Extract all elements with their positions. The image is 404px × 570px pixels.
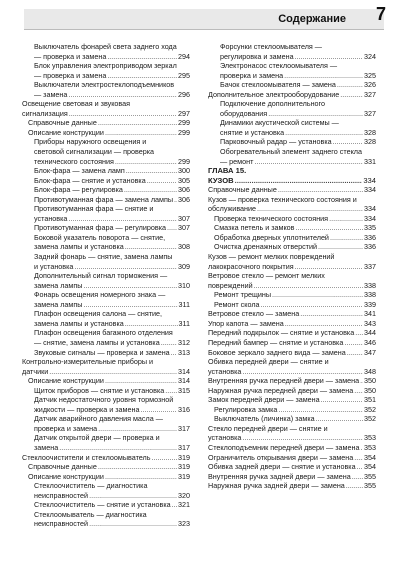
toc-entry: [22, 166, 190, 176]
toc-entry: [22, 204, 190, 223]
toc-entry-title: Электронасос стеклоомывателя — проверка и замена .....: [220, 61, 363, 80]
toc-entry: [22, 42, 190, 61]
toc-entry-title: Внутренняя ручка задней двери — замена .....: [208, 472, 363, 482]
toc-entry: [22, 395, 190, 414]
toc-entry-title: Противотуманная фара — снятие и установка .....: [34, 204, 177, 223]
toc-entry: [22, 80, 190, 99]
toc-entry: [22, 223, 190, 233]
toc-left-column: [22, 42, 190, 529]
toc-entry-title: Стеклоочиститель — снятие и установка .....: [34, 500, 177, 510]
toc-entry: [208, 405, 376, 415]
toc-entry-title: Парковочный радар — установка .....: [220, 137, 363, 147]
toc-entry: [208, 42, 376, 61]
toc-entry-title: Описание конструкции .....: [28, 472, 177, 482]
toc-entry-page: 307: [178, 213, 190, 223]
toc-entry-page: 335: [364, 223, 376, 233]
toc-entry-title: Справочные данные .....: [208, 185, 363, 195]
toc-entry-page: 315: [178, 385, 190, 395]
toc-entry-title: Описание конструкции .....: [28, 376, 177, 386]
toc-entry-title: Задний фонарь — снятие, замена лампы и установка .....: [34, 252, 177, 271]
toc-entry: [208, 338, 376, 348]
toc-entry-page: 344: [364, 328, 376, 338]
toc-entry: [22, 376, 190, 386]
toc-entry-title: Наружная ручка задней двери — замена .....: [208, 481, 363, 491]
toc-entry: [208, 242, 376, 252]
toc-entry-title: Датчик открытой двери — проверка и замена .....: [34, 433, 177, 452]
toc-entry: [208, 185, 376, 195]
toc-entry-page: 347: [364, 347, 376, 357]
toc-entry-title: Ремонт трещины .....: [214, 290, 363, 300]
toc-entry-page: 328: [364, 127, 376, 137]
toc-entry-page: 311: [178, 318, 190, 328]
toc-entry-page: 352: [364, 414, 376, 424]
toc-entry-page: 353: [364, 442, 376, 452]
toc-entry-title: Щиток приборов — снятие и установка .....: [34, 386, 177, 396]
toc-entry-page: 299: [178, 118, 190, 128]
toc-entry-title: Стеклоомыватель — диагностика неисправностей .....: [34, 510, 177, 529]
toc-entry: [208, 233, 376, 243]
toc-entry-page: 326: [364, 80, 376, 90]
toc-entry-page: 294: [178, 51, 190, 61]
toc-entry-page: 355: [364, 481, 376, 491]
toc-entry-page: 352: [364, 404, 376, 414]
toc-entry: [208, 443, 376, 453]
toc-entry-title: Справочные данные .....: [28, 462, 177, 472]
toc-entry-page: 343: [364, 318, 376, 328]
toc-entry: [208, 223, 376, 233]
toc-entry-title: Датчик аварийного давления масла — проверка и замена .....: [34, 414, 177, 433]
toc-entry-title: Обработка дверных уплотнителей .....: [214, 233, 363, 243]
toc-entry: [208, 99, 376, 118]
toc-entry-title: Стеклоочиститель — диагностика неисправностей .....: [34, 481, 177, 500]
toc-entry-page: 324: [364, 51, 376, 61]
toc-entry-page: 299: [178, 127, 190, 137]
toc-entry-page: 311: [178, 299, 190, 309]
toc-entry-page: 354: [364, 452, 376, 462]
toc-entry: [22, 128, 190, 138]
toc-entry-title: Стеклоподъемник передней двери — замена .....: [208, 443, 363, 453]
toc-entry-page: 313: [178, 347, 190, 357]
toc-entry-page: 306: [178, 194, 190, 204]
toc-entry-page: 334: [364, 213, 376, 223]
toc-entry-title: Динамики акустической системы — снятие и установка .....: [220, 118, 363, 137]
toc-entry: [208, 176, 376, 186]
toc-entry-page: 316: [178, 404, 190, 414]
toc-entry-page: 351: [364, 395, 376, 405]
toc-entry-page: 295: [178, 70, 190, 80]
toc-entry-page: 328: [364, 137, 376, 147]
toc-entry: [208, 166, 376, 176]
toc-entry-title: Очистка дренажных отверстий .....: [214, 242, 363, 252]
toc-entry-page: 296: [178, 89, 190, 99]
toc-entry-title: Упор капота — замена .....: [208, 319, 363, 329]
toc-entry-title: Блок-фара — замена ламп .....: [34, 166, 177, 176]
toc-entry-title: Блок-фара — снятие и установка .....: [34, 176, 177, 186]
toc-entry-title: Обивка передней двери — снятие и установка .....: [208, 357, 363, 376]
toc-entry: [208, 90, 376, 100]
toc-entry-page: 319: [178, 471, 190, 481]
toc-entry: [208, 472, 376, 482]
toc-entry: [22, 176, 190, 186]
toc-entry: [22, 348, 190, 358]
toc-entry-page: 325: [364, 70, 376, 80]
toc-entry-title: Контрольно-измерительные приборы и датчики .....: [22, 357, 177, 376]
toc-entry-page: 306: [178, 185, 190, 195]
toc-entry-title: ГЛАВА 15.: [208, 166, 247, 176]
toc-entry-page: 317: [178, 423, 190, 433]
toc-entry: [22, 309, 190, 328]
toc-entry-page: 305: [178, 175, 190, 185]
toc-entry: [208, 195, 376, 214]
toc-entry: [208, 348, 376, 358]
toc-entry-title: Плафон освещения багажного отделения — снятие, замена лампы и установка .....: [34, 328, 177, 347]
toc-entry: [208, 376, 376, 386]
toc-entry-title: Противотуманная фара — замена лампы .....: [34, 195, 177, 205]
toc-entry-page: 300: [178, 166, 190, 176]
toc-entry-title: Смазка петель и замков .....: [214, 223, 363, 233]
toc-entry-title: Кузов — ремонт мелких повреждений лакокрасочного покрытия .....: [208, 252, 363, 271]
toc-entry: [22, 271, 190, 290]
toc-entry-title: Выключатель фонарей света заднего хода — проверка и замена .....: [34, 42, 177, 61]
toc-entry: [22, 500, 190, 510]
toc-entry-title: Замок передней двери — замена .....: [208, 395, 363, 405]
toc-entry: [208, 481, 376, 491]
toc-entry: [208, 271, 376, 290]
toc-entry: [208, 328, 376, 338]
toc-entry-page: 309: [178, 261, 190, 271]
toc-entry-title: Ветровое стекло — замена .....: [208, 309, 363, 319]
toc-entry-title: Стекло передней двери — снятие и установка .....: [208, 424, 363, 443]
toc-entry-title: Передний бампер — снятие и установка .....: [208, 338, 363, 348]
toc-entry: [208, 214, 376, 224]
toc-entry-page: 341: [364, 309, 376, 319]
toc-entry: [208, 147, 376, 166]
toc-entry-title: Стеклоочистители и стеклоомыватель .....: [22, 453, 177, 463]
toc-entry: [22, 510, 190, 529]
toc-entry-page: 312: [178, 337, 190, 347]
toc-entry-title: Бачок стеклоомывателя — замена .....: [220, 80, 363, 90]
toc-entry-title: Плафон освещения салона — снятие, замена лампы и установка .....: [34, 309, 178, 328]
page-number: 7: [375, 4, 386, 24]
toc-entry-title: Ветровое стекло — ремонт мелких повреждений .....: [208, 271, 363, 290]
toc-entry-title: Ремонт скола .....: [214, 300, 363, 310]
toc-entry: [208, 137, 376, 147]
toc-entry: [22, 99, 190, 118]
toc-entry-page: 346: [364, 337, 376, 347]
toc-entry-page: 308: [178, 242, 190, 252]
toc-entry-title: Передний подкрылок — снятие и установка .....: [208, 328, 363, 338]
toc-entry-title: Форсунки стеклоомывателя — регулировка и замена .....: [220, 42, 363, 61]
toc-entry: [22, 481, 190, 500]
toc-entry-page: 314: [178, 376, 190, 386]
toc-entry: [22, 185, 190, 195]
toc-entry-page: 297: [178, 108, 190, 118]
toc-entry-page: 355: [364, 471, 376, 481]
toc-entry-page: 353: [364, 433, 376, 443]
toc-entry-title: Приборы наружного освещения и световой сигнализации — проверка технического состояния .....: [34, 137, 177, 166]
toc-entry-page: 338: [364, 280, 376, 290]
toc-entry-title: Регулировка замка .....: [214, 405, 363, 415]
toc-entry-page: 334: [363, 175, 376, 185]
toc-entry-page: 323: [178, 519, 190, 529]
toc-entry: [22, 61, 190, 80]
toc-entry: [22, 357, 190, 376]
toc-entry-title: Блок управления электроприводом зеркал — проверка и замена .....: [34, 61, 177, 80]
toc-entry-page: 339: [364, 299, 376, 309]
toc-entry-title: Звуковые сигналы — проверка и замена .....: [34, 348, 177, 358]
toc-entry-page: 317: [178, 442, 190, 452]
toc-entry: [208, 395, 376, 405]
toc-entry-page: 320: [178, 490, 190, 500]
toc-entry-page: 334: [364, 204, 376, 214]
toc-entry-title: Выключатели электростеклоподъемников — замена .....: [34, 80, 177, 99]
toc-entry-title: Блок-фара — регулировка .....: [34, 185, 177, 195]
toc-entry: [208, 252, 376, 271]
toc-entry-page: 299: [178, 156, 190, 166]
toc-entry: [208, 414, 376, 424]
toc-entry-title: Подключение дополнительного оборудования .....: [220, 99, 363, 118]
toc-entry: [208, 118, 376, 137]
toc-entry: [22, 290, 190, 309]
toc-entry: [208, 309, 376, 319]
toc-entry-page: 331: [364, 156, 376, 166]
toc-entry: [22, 386, 190, 396]
toc-entry-page: 338: [364, 290, 376, 300]
toc-entry: [208, 453, 376, 463]
toc-entry-page: 354: [364, 462, 376, 472]
toc-entry-title: Дополнительное электрооборудование .....: [208, 90, 363, 100]
toc-entry: [22, 414, 190, 433]
toc-entry-title: Кузов — проверка технического состояния и обслуживание .....: [208, 195, 363, 214]
toc-entry: [208, 80, 376, 90]
toc-entry-title: КУЗОВ .....: [208, 176, 362, 186]
toc-entry-title: Датчик недостаточного уровня тормозной жидкости — проверка и замена .....: [34, 395, 177, 414]
page-header-title: Содержание: [278, 13, 346, 25]
toc-entry: [208, 290, 376, 300]
toc-entry: [22, 137, 190, 166]
toc-entry: [208, 300, 376, 310]
toc-entry-page: 321: [178, 500, 190, 510]
toc-entry-title: Внутренняя ручка передней двери — замена .....: [208, 376, 363, 386]
toc-entry-page: 310: [178, 280, 190, 290]
toc-entry-title: Боковое зеркало заднего вида — замена .....: [208, 348, 363, 358]
toc-entry-title: Боковой указатель поворота — снятие, замена лампы и установка .....: [34, 233, 177, 252]
toc-entry-title: Противотуманная фара — регулировка .....: [34, 223, 177, 233]
toc-entry: [208, 386, 376, 396]
toc-entry-title: Описание конструкции .....: [28, 128, 177, 138]
toc-entry: [208, 424, 376, 443]
toc-entry-page: 336: [364, 232, 376, 242]
toc-entry: [208, 319, 376, 329]
toc-entry-title: Наружная ручка передней двери — замена .....: [208, 386, 363, 396]
toc-entry-title: Обогревательный элемент заднего стекла — ремонт .....: [220, 147, 363, 166]
toc-entry-page: 334: [364, 185, 376, 195]
toc-right-column: [208, 42, 376, 491]
toc-entry-title: Дополнительный сигнал торможения — замена лампы .....: [34, 271, 177, 290]
toc-entry-title: Выключатель (личинка) замка .....: [214, 414, 363, 424]
toc-entry-title: Ограничитель открывания двери — замена .....: [208, 453, 363, 463]
toc-entry: [22, 462, 190, 472]
toc-entry-page: 327: [364, 89, 376, 99]
toc-entry: [208, 357, 376, 376]
toc-entry: [22, 472, 190, 482]
toc-entry: [22, 328, 190, 347]
toc-entry-title: Обивка задней двери — снятие и установка .....: [208, 462, 363, 472]
toc-entry: [22, 233, 190, 252]
toc-entry: [22, 453, 190, 463]
toc-entry: [22, 118, 190, 128]
toc-entry-page: 348: [364, 366, 376, 376]
toc-entry: [208, 462, 376, 472]
toc-entry: [22, 252, 190, 271]
toc-entry-title: Освещение световая и звуковая сигнализация .....: [22, 99, 177, 118]
toc-entry-page: 307: [178, 223, 190, 233]
toc-entry: [22, 195, 190, 205]
toc-entry-page: 327: [364, 108, 376, 118]
toc-entry-page: 319: [178, 462, 190, 472]
toc-entry: [208, 61, 376, 80]
toc-entry-page: 314: [178, 366, 190, 376]
toc-entry: [22, 433, 190, 452]
toc-entry-page: 350: [364, 385, 376, 395]
toc-entry-title: Фонарь освещения номерного знака — замена лампы .....: [34, 290, 178, 309]
toc-entry-page: 350: [364, 376, 376, 386]
toc-entry-page: 337: [364, 261, 376, 271]
toc-entry-title: Проверка технического состояния .....: [214, 214, 363, 224]
toc-entry-page: 336: [364, 242, 376, 252]
toc-entry-title: Справочные данные .....: [28, 118, 177, 128]
toc-entry-page: 319: [178, 452, 190, 462]
